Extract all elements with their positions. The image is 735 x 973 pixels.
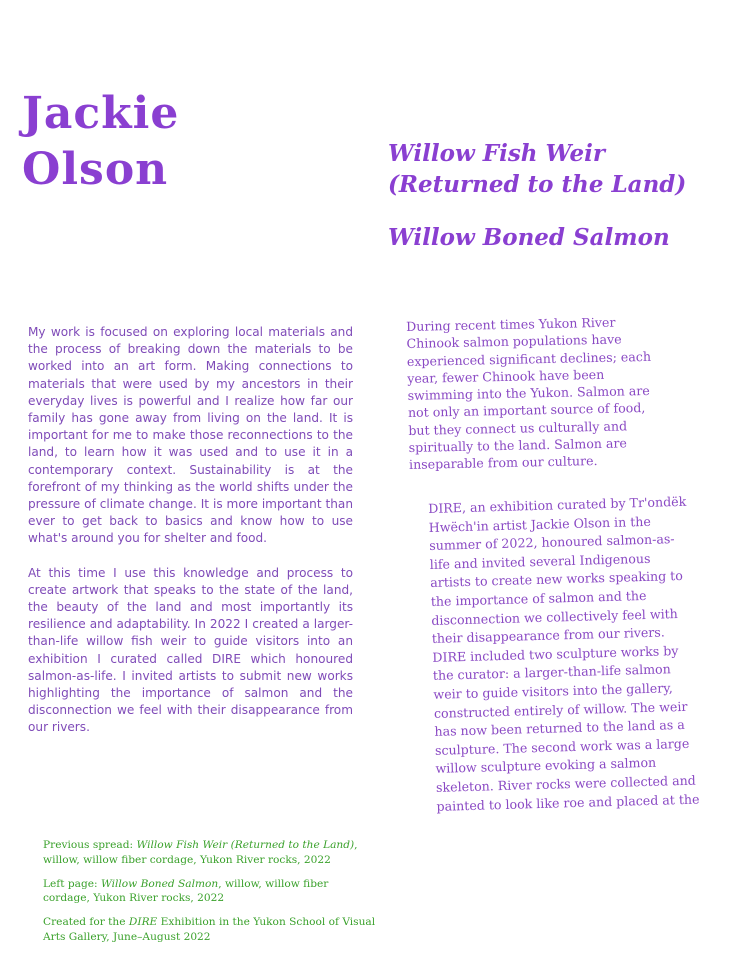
credit-exhibition-details: Exhibition in the Yukon School of Visual Arts Gallery, June–August 2022 [43,916,376,943]
credit-previous-spread-prefix: Previous spread: [43,839,137,851]
artist-name [22,86,179,198]
artist-statement-paragraph-1: My work is focused on exploring local materials and the process of breaking down the materials to be worked into an art form. Making connections to materials that were used by my ancestors in their everyday lives is powerful and I realize how far our family has gone away from living on the land. It is important for me to make those reconnections to the land, to learn how it was used and to use it in a contemporary context. Sustainability is at the forefront of my thinking as the world shifts under the pressure of climate change. It is more important than ever to get back to basics and know how to use what's around you for shelter and food. [28,325,353,546]
work-title-fish-weir: Willow Fish Weir (Returned to the Land) [388,140,687,198]
credit-exhibition-title: DIRE [128,916,158,929]
work-title-boned-salmon: Willow Boned Salmon [388,224,670,251]
credit-previous-spread [43,838,378,868]
credit-left-page-details: , willow, willow fiber cordage, Yukon River rocks, 2022 [43,877,329,905]
exhibition-text-paragraph-1: During recent times Yukon River Chinook salmon populations have experienced significant declines; each year, fewer Chinook have been swimming into the Yukon. Salmon are not only an important source of food, but they connect us culturally and spiritually to the land. Salmon are inseparable from our culture. [406,314,652,473]
artist-first-name: Jackie [22,88,180,139]
exhibition-text [406,314,700,816]
image-credits [43,838,378,954]
artist-statement-paragraph-2: At this time I use this knowledge and process to create artwork that speaks to the state of the land, the beauty of the land and most importantly its resilience and adaptability. In 2022 I created a larger-than-life willow fish weir to guide visitors into an exhibition I curated called DIRE which honoured salmon-as-life. I invited artists to submit new works highlighting the importance of salmon and the disconnection we feel with their disappearance from our rivers. [28,565,353,735]
credit-left-page-title: Willow Boned Salmon [100,877,219,890]
credit-exhibition [43,915,378,945]
artist-last-name: Olson [22,144,169,195]
artist-statement [28,324,353,754]
works-titles [388,138,728,275]
exhibition-text-paragraph-2: DIRE, an exhibition curated by Tr'ondëk Hwëch'in artist Jackie Olson in the summer of 2022, honoured salmon-as-life and invited several Indigenous artists to create new works speaking to the importance of salmon and the disconnection we collectively feel with their disappearance from our rivers. DIRE included two sculpture works by the curator: a larger-than-life salmon weir to guide visitors into the gallery, constructed entirely of willow. The weir has now been returned to the land as a sculpture. The second work was a large willow sculpture evoking a salmon skeleton. River rocks were collected and painted to look like roe and placed at the [428,493,700,814]
credit-left-page-prefix: Left page: [43,877,101,890]
credit-left-page [43,877,378,907]
credit-exhibition-prefix: Created for the [43,916,129,929]
credit-previous-spread-title: Willow Fish Weir (Returned to the Land) [136,839,355,851]
credit-previous-spread-details: , willow, willow fiber cordage, Yukon River rocks, 2022 [43,839,358,866]
